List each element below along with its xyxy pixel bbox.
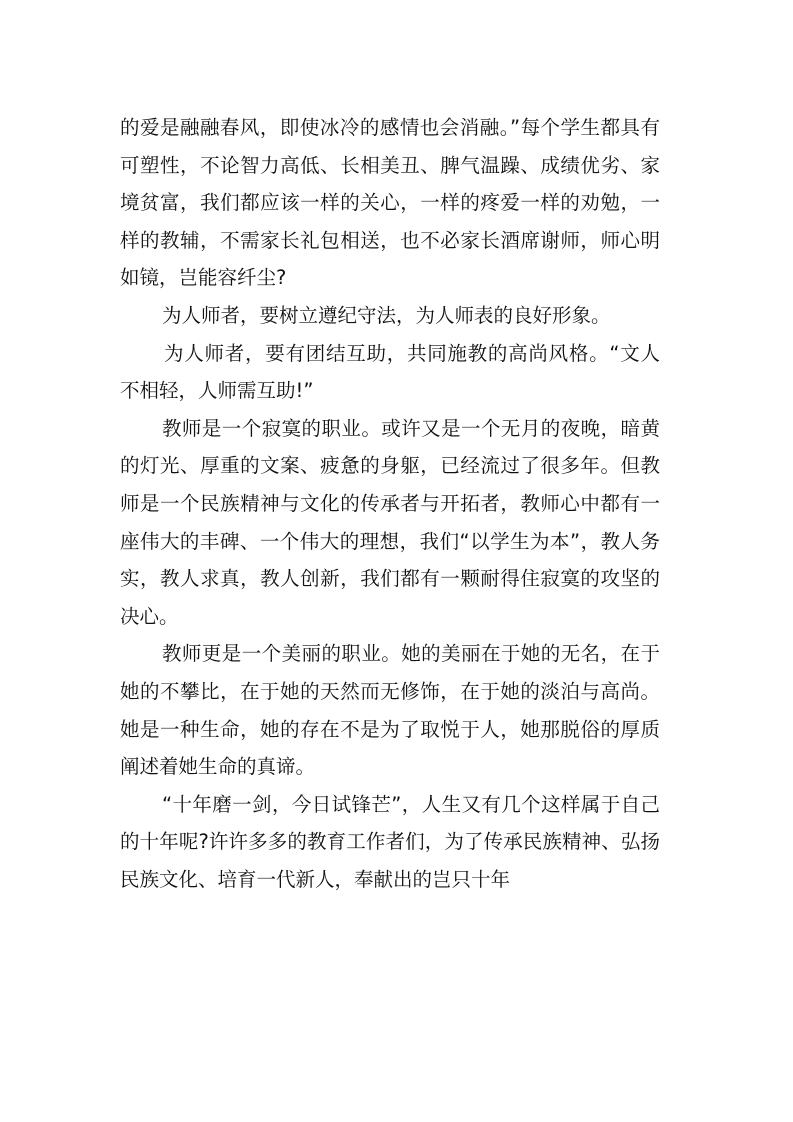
- paragraph-ten-years: “十年磨一剑，今日试锋芒”，人生又有几个这样属于自己的十年呢?许许多多的教育工作者们，为了传承民族精神、弘扬民族文化、培育一代新人，奉献出的岂只十年: [120, 792, 660, 891]
- paragraph-continuation: 的爱是融融春风，即使冰冷的感情也会消融。”每个学生都具有可塑性，不论智力高低、长相美丑、脾气温躁、成绩优劣、家境贫富，我们都应该一样的关心，一样的疼爱一样的劝勉，一样的教辅，不需家长礼包相送，也不必家长酒席谢师，师心明如镜，岂能容纤尘?: [120, 116, 660, 290]
- paragraph-beautiful-profession: 教师更是一个美丽的职业。她的美丽在于她的无名，在于她的不攀比，在于她的天然而无修饰，在于她的淡泊与高尚。她是一种生命，她的存在不是为了取悦于人，她那脱俗的厚质阐述着她生命的真谛。: [120, 642, 660, 779]
- paragraph-law-abiding: 为人师者，要树立遵纪守法，为人师表的良好形象。: [162, 303, 611, 327]
- document-body: [120, 109, 660, 898]
- paragraph-lonely-profession: 教师是一个寂寞的职业。或许又是一个无月的夜晚，暗黄的灯光、厚重的文案、疲惫的身躯，已经流过了很多年。但教师是一个民族精神与文化的传承者与开拓者，教师心中都有一座伟大的丰碑、一个伟大的理想，我们“以学生为本”，教人务实，教人求真，教人创新，我们都有一颗耐得住寂寞的攻坚的决心。: [120, 416, 660, 628]
- paragraph-mutual-help: 为人师者，要有团结互助，共同施教的高尚风格。“文人不相轻，人师需互助!”: [120, 341, 660, 403]
